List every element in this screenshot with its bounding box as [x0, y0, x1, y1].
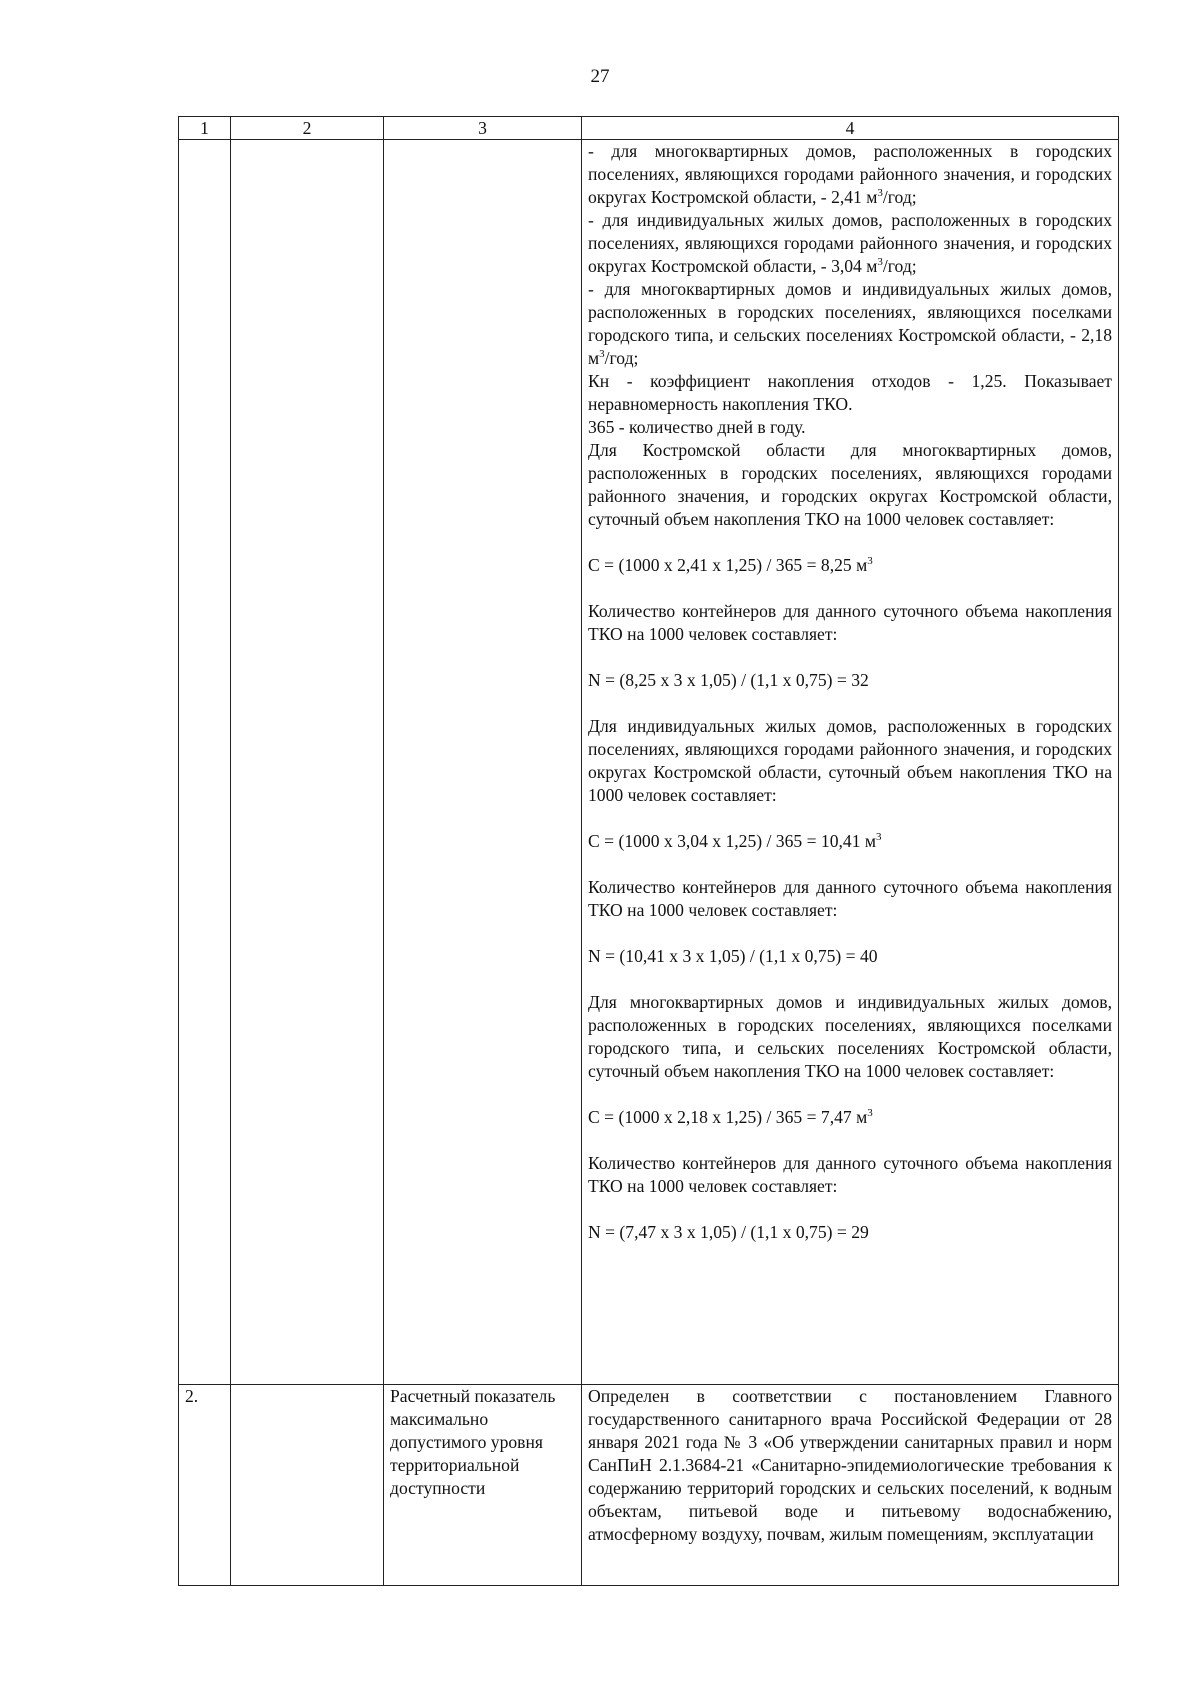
indicator-name-text: Расчетный показатель максимально допустимого уровня территориальной доступности	[390, 1386, 556, 1498]
paragraph	[588, 600, 1112, 646]
row2-col2	[231, 1385, 384, 1586]
paragraph	[588, 209, 1112, 278]
formula	[588, 945, 1112, 968]
paragraph-text: Для многоквартирных домов и индивидуальных жилых домов, расположенных в городских поселениях, являющихся поселками городского типа, и сельских поселениях Костромской области, суточный объем накопления ТКО на 1000 человек составляет:	[588, 992, 1112, 1081]
row1-col3	[384, 140, 582, 1385]
paragraph-text: 365 - количество дней в году.	[588, 417, 806, 437]
paragraph-text: - для индивидуальных жилых домов, расположенных в городских поселениях, являющихся городами районного значения, и городских округах Костромской области, - 3,04 м	[588, 210, 1112, 276]
paragraph-tail: /год;	[882, 187, 917, 207]
paragraph-text: C = (1000 x 3,04 x 1,25) / 365 = 10,41 м	[588, 831, 877, 851]
paragraph	[588, 140, 1112, 209]
paragraph-text: N = (8,25 x 3 x 1,05) / (1,1 x 0,75) = 32	[588, 670, 869, 690]
superscript: 3	[599, 348, 605, 361]
formula	[588, 1106, 1112, 1129]
paragraph-text: Кн - коэффициент накопления отходов - 1,25. Показывает неравномерность накопления ТКО.	[588, 371, 1112, 414]
row1-col2	[231, 140, 384, 1385]
paragraph	[588, 991, 1112, 1083]
document-table	[178, 116, 1119, 1586]
superscript: 3	[867, 1107, 873, 1120]
superscript: 3	[877, 256, 883, 269]
row1-col4-content	[582, 140, 1119, 1385]
superscript: 3	[876, 831, 882, 844]
paragraph-text: Количество контейнеров для данного суточного объема накопления ТКО на 1000 человек составляет:	[588, 1153, 1112, 1196]
superscript: 3	[877, 187, 883, 200]
paragraph-text: - для многоквартирных домов и индивидуальных жилых домов, расположенных в городских поселениях, являющихся поселками городского типа, и сельских поселениях Костромской области, - 2,18 м	[588, 279, 1112, 368]
formula	[588, 554, 1112, 577]
paragraph-tail: /год;	[604, 348, 639, 368]
paragraph	[588, 876, 1112, 922]
row1-col1	[179, 140, 231, 1385]
paragraph-tail: /год;	[882, 256, 917, 276]
formula	[588, 830, 1112, 853]
row2-indicator-name	[384, 1385, 582, 1586]
paragraph	[588, 370, 1112, 416]
paragraph-text: N = (10,41 x 3 x 1,05) / (1,1 x 0,75) = 40	[588, 946, 878, 966]
paragraph-text: C = (1000 x 2,18 x 1,25) / 365 = 7,47 м	[588, 1107, 868, 1127]
paragraph-text: Для индивидуальных жилых домов, расположенных в городских поселениях, являющихся городами районного значения, и городских округах Костромской области, суточный объем накопления ТКО на 1000 человек составляет:	[588, 716, 1112, 805]
paragraph	[588, 439, 1112, 531]
paragraph	[588, 416, 1112, 439]
table-header-row	[179, 117, 1119, 140]
header-col-2: 2	[231, 117, 384, 140]
header-col-1: 1	[179, 117, 231, 140]
row2-description: Определен в соответствии с постановлением Главного государственного санитарного врача Российской Федерации от 28 января 2021 года № 3 «Об утверждении санитарных правил и норм СанПиН 2.1.3684-21 «Санитарно-эпидемиологические требования к содержанию территорий городских и сельских поселений, к водным объектам, питьевой воде и питьевому водоснабжению, атмосферному воздуху, почвам, жилым помещениям, эксплуатации	[588, 1386, 1112, 1544]
paragraph-text: - для многоквартирных домов, расположенных в городских поселениях, являющихся городами районного значения, и городских округах Костромской области, - 2,41 м	[588, 141, 1112, 207]
formula	[588, 1221, 1112, 1244]
paragraph-text: C = (1000 x 2,41 x 1,25) / 365 = 8,25 м	[588, 555, 868, 575]
table-row	[179, 140, 1119, 1385]
paragraph-text: Для Костромской области для многоквартирных домов, расположенных в городских поселениях, являющихся городами районного значения, и городских округах Костромской области, суточный объем накопления ТКО на 1000 человек составляет:	[588, 440, 1112, 529]
page-number: 27	[590, 66, 610, 87]
paragraph	[588, 715, 1112, 807]
paragraph	[588, 1152, 1112, 1198]
superscript: 3	[867, 555, 873, 568]
paragraph-text: Количество контейнеров для данного суточного объема накопления ТКО на 1000 человек составляет:	[588, 877, 1112, 920]
paragraph	[588, 278, 1112, 370]
header-col-3: 3	[384, 117, 582, 140]
paragraph-text: Количество контейнеров для данного суточного объема накопления ТКО на 1000 человек составляет:	[588, 601, 1112, 644]
row2-col4-content	[582, 1385, 1119, 1586]
row2-number: 2.	[179, 1385, 231, 1586]
header-col-4: 4	[582, 117, 1119, 140]
table-row	[179, 1385, 1119, 1586]
paragraph-text: N = (7,47 x 3 x 1,05) / (1,1 x 0,75) = 29	[588, 1222, 869, 1242]
formula	[588, 669, 1112, 692]
